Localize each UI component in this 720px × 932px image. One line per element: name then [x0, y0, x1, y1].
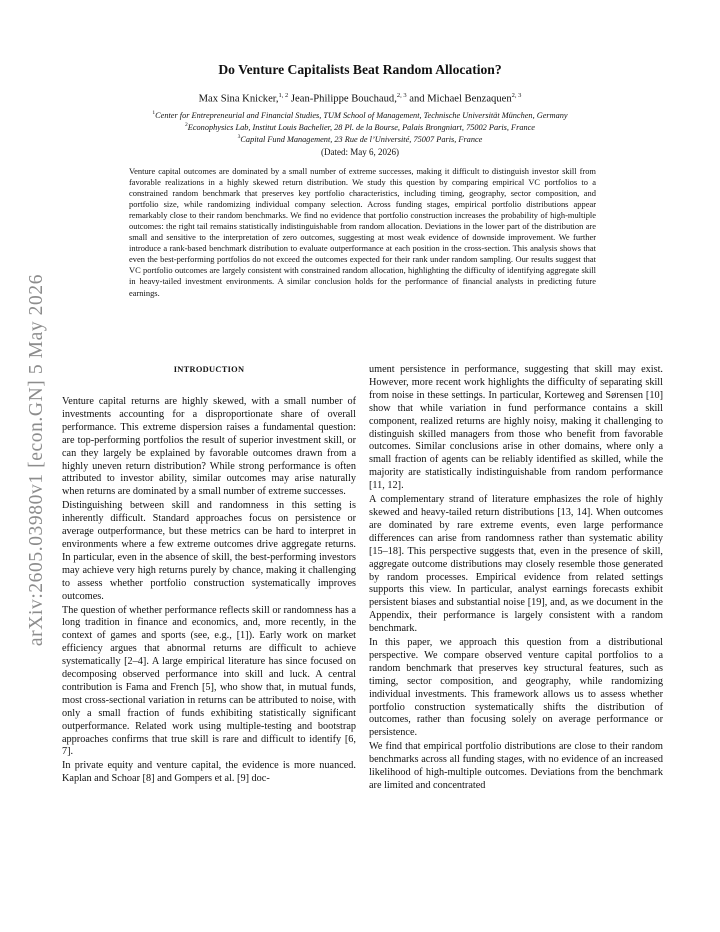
body-paragraph: ument persistence in performance, suggesting that skill may exist. However, more recent work highlights the difficulty of separating skill from noise in these settings. In particular, Korteweg and Sørensen [10] show that while variation in fund performance contains a skill component, realized returns are highly noisy, making it challenging to distinguish skilled managers from those who benefit from favorable outcomes. Similar conclusions arise in other domains, where only a small fraction of agents can be reliably identified as skilled, while the majority are statistically indistinguishable from random performance [11, 12]. — [369, 364, 663, 492]
body-paragraph: A complementary strand of literature emphasizes the role of highly skewed and heavy-tailed return distributions [13, 14]. When outcomes are dominated by rare extreme events, even large performance differences can arise from randomness rather than systematic ability [15–18]. This perspective suggests that, even in the presence of skill, aggregate outcome distributions may closely resemble those generated by random processes. Empirical evidence from related settings supports this view. In particular, analyst earnings forecasts exhibit persistent biases and substantial noise [19], and, as we document in the Appendix, their performance is largely consistent with a random benchmark. — [369, 494, 663, 635]
author-list — [0, 92, 720, 105]
affiliation-line — [0, 110, 720, 120]
paper-title: Do Venture Capitalists Beat Random Allocation? — [218, 62, 502, 77]
affiliation-line — [0, 122, 720, 132]
affiliation-mark: 3 — [237, 134, 241, 140]
body-paragraph: In this paper, we approach this question from a distributional perspective. We compare observed venture capital portfolios to a random benchmark that preserves key structural features, such as timing, sector composition, and geography, while randomizing individual investments. This framework allows us to assess whether portfolio construction systematically shifts the distribution of outcomes, rather than focusing solely on average performance or persistence. — [369, 637, 663, 739]
author-affiliation-mark: 2, 3 — [511, 92, 522, 99]
left-column — [62, 396, 356, 786]
arxiv-identifier[interactable]: arXiv:2605.03980v1 [econ.GN] 5 May 2026 — [26, 273, 47, 647]
affiliation-line — [0, 134, 720, 144]
author-affiliation-mark: 1, 2 — [278, 92, 289, 99]
author-affiliation-mark: 2, 3 — [396, 92, 407, 99]
right-column — [369, 364, 663, 793]
author-name: Max Sina Knicker, — [198, 93, 279, 105]
body-paragraph: We find that empirical portfolio distributions are close to their random benchmarks across all funding stages, with no evidence of an increased likelihood of high-multiple outcomes. Deviations from the benchmark are limited and concentrated — [369, 741, 663, 791]
body-paragraph: The question of whether performance reflects skill or randomness has a long tradition in finance and economics, and, more recently, in the context of games and sports (see, e.g., [1]). Early work on market efficiency argues that abnormal returns are difficult to achieve systematically [2–4]. A large empirical literature has since focused on decomposing observed performance into skill and luck. A central contribution is Fama and French [5], who show that, in mutual funds, most cross-sectional variation in returns can be attributed to noise, with only a small fraction of funds exhibiting statistically significant outperformance. Related work using multiple-testing and bootstrap approaches confirms that true skill is rare and difficult to identify [6, 7]. — [62, 604, 356, 758]
affiliation-mark: 2 — [185, 122, 188, 128]
author-name: and Michael Benzaquen — [406, 93, 512, 105]
affiliation-text: Econophysics Lab, Institut Louis Bachelier, 28 Pl. de la Bourse, Palais Brongniart, 75002 Paris, France — [187, 122, 535, 132]
affiliation-text: Center for Entrepreneurial and Financial Studies, TUM School of Management, Technische Universität München, Germany — [155, 110, 568, 120]
body-paragraph: In private equity and venture capital, the evidence is more nuanced. Kaplan and Schoar [8] and Gompers et al. [9] doc- — [62, 760, 356, 785]
dated-line: (Dated: May 6, 2026) — [321, 147, 399, 157]
arxiv-sidebar — [12, 250, 62, 670]
body-paragraph: Venture capital returns are highly skewed, with a small number of investments accounting for a disproportionate share of overall performance. This extreme dispersion raises a fundamental question: are top-performing portfolios the result of superior investment skill, or can they largely be explained by favorable outcomes drawn from a highly uneven return distribution? While strong performance is often attributed to investor ability, similar outcomes may arise naturally when returns are dominated by a small number of extreme successes. — [62, 396, 356, 498]
section-heading-introduction: INTRODUCTION — [173, 365, 245, 374]
body-paragraph: Distinguishing between skill and randomness in this setting is inherently difficult. Standard approaches focus on persistence or average outperformance, but these metrics can be hard to interpret in environments where a few extreme outcomes drive aggregate returns. In particular, even in the absence of skill, the best-performing investors may achieve very high returns purely by chance, making it challenging to assess whether portfolio construction systematically improves outcomes. — [62, 500, 356, 602]
abstract: Venture capital outcomes are dominated by a small number of extreme successes, making it difficult to distinguish investor skill from favorable realizations in a highly skewed return distribution. We study this question by comparing empirical VC portfolios to a constrained random benchmark that preserves key portfolio characteristics, including timing, geography, sector composition, and portfolio size, while randomizing individual company selection. Across funding stages, empirical portfolio distributions appear remarkably close to their random benchmarks. We find no evidence that portfolio construction increases the probability of high-multiple outcomes: the right tail remains statistically indistinguishable from random allocation. Deviations in the lower part of the distribution are small and sensitive to the interpretation of zero outcomes, suggesting at most weak evidence of downside improvement. We further introduce a rank-based benchmark distribution to evaluate outperformance at each position in the cross-section. This analysis shows that even the best-performing portfolios do not exceed the outcomes expected for their rank under random sampling. Our results suggest that VC portfolio outcomes are largely consistent with constrained random allocation, highlighting the difficulty of identifying aggregate skill in heavy-tailed investment environments. A similar conclusion holds for the performance of financial analysts in predicting future earnings. — [129, 166, 596, 298]
affiliation-mark: 1 — [152, 110, 156, 116]
affiliation-text: Capital Fund Management, 23 Rue de l’Université, 75007 Paris, France — [240, 134, 483, 144]
author-name: Jean-Philippe Bouchaud, — [288, 93, 397, 105]
